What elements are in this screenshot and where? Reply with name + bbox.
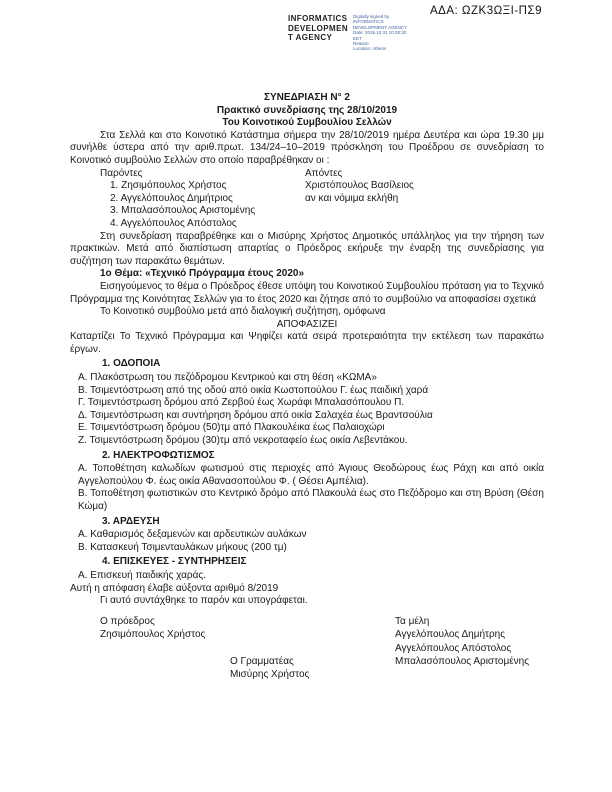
- signature-c2: Μισύρης Χρήστος: [230, 669, 310, 681]
- signature-c2: [230, 628, 395, 641]
- signature-c2: [230, 615, 395, 628]
- doc-col-left: 2. Αγγελόπουλος Δημήτριος: [110, 192, 233, 204]
- signature-row: [70, 642, 544, 655]
- signature-row: [70, 628, 544, 641]
- doc-line: 3. ΑΡΔΕΥΣΗ: [102, 515, 160, 527]
- stamp-agency-line: INFORMATICS: [288, 14, 348, 23]
- doc-line: Β. Τοποθέτηση φωτιστικών στο Κεντρικό δρόμο από Πλακουλά έως στο Πεζόδρομο και στη Βρύση (Θέση Κώμα): [78, 488, 544, 512]
- signature-c1: Ζησιμόπουλος Χρήστος: [100, 629, 206, 641]
- signature-c1: Ο πρόεδρος: [100, 615, 155, 627]
- doc-line: Γι αυτό συντάχθηκε το παρόν και υπογράφεται.: [100, 595, 308, 607]
- signature-c3: Αγγελόπουλος Δημήτρης: [395, 629, 506, 641]
- stamp-sig-line: INFORMATICS: [353, 19, 384, 25]
- signature-c1: [70, 655, 230, 668]
- digital-signature-stamp: [288, 14, 407, 52]
- doc-line: Του Κοινοτικού Συμβουλίου Σελλών: [222, 117, 392, 129]
- doc-line: Α. Τοποθέτηση καλωδίων φωτισμού στις περιοχές από Άγιους Θεοδώρους έως Ράχη και από οικία Αγγελοπούλου Φ. έως οικία Αθανασοπούλου Φ. ( Θέσει Αμπέλια).: [78, 463, 544, 487]
- signature-c2: [230, 642, 395, 655]
- doc-line: Ε. Τσιμεντόστρωση δρόμου (50)τμ από Πλακουλέικα έως Παλαιοχώρι: [78, 422, 385, 434]
- doc-line: Το Κοινοτικό συμβούλιο μετά από διαλογική συζήτηση, ομόφωνα: [100, 306, 386, 318]
- doc-line: 1ο Θέμα: «Τεχνικό Πρόγραμμα έτους 2020»: [100, 268, 304, 280]
- doc-col-right: Απόντες: [305, 167, 343, 179]
- doc-line: [70, 168, 544, 181]
- doc-col-right: Χριστόπουλος Βασίλειος: [305, 180, 414, 192]
- stamp-sig-line: EET: [353, 35, 362, 41]
- stamp-signature-details: [353, 14, 407, 52]
- signature-row: [70, 615, 544, 628]
- doc-col-left: 1. Ζησιμόπουλος Χρήστος: [110, 180, 227, 192]
- doc-line: [70, 180, 544, 193]
- signature-c3: Μπαλασόπουλος Αριστομένης: [395, 655, 530, 667]
- doc-line: 4. ΕΠΙΣΚΕΥΕΣ - ΣΥΝΤΗΡΗΣΕΙΣ: [102, 556, 247, 568]
- signature-c1: [70, 642, 230, 655]
- stamp-sig-line: Date: 2019.10.31 10:28:32: [353, 30, 407, 36]
- stamp-agency-name: [288, 14, 348, 52]
- doc-col-left: 3. Μπαλασόπουλος Αριστομένης: [110, 205, 256, 217]
- doc-col-left: 4. Αγγελόπουλος Απόστολος: [110, 217, 237, 229]
- ada-code: ΑΔΑ: ΩΖΚ3ΩΞΙ-ΠΣ9: [429, 5, 542, 17]
- stamp-sig-line: DEVELOPMENT AGENCY: [353, 24, 407, 30]
- doc-line: Ζ. Τσιμεντόστρωση δρόμου (30)τμ από νεκροταφείο έως οικία Λεβεντάκου.: [78, 435, 408, 447]
- doc-line: [70, 205, 544, 218]
- doc-line: 1. ΟΔΟΠΟΙΑ: [102, 358, 161, 370]
- doc-line: Β. Τσιμεντόστρωση από της οδού από οικία Κωστοπούλου Γ. έως παιδική χαρά: [78, 384, 429, 396]
- stamp-agency-line: T AGENCY: [288, 33, 333, 42]
- signature-c3: Αγγελόπουλος Απόστολος: [395, 642, 512, 654]
- signature-c2: Ο Γραμματέας: [230, 655, 294, 667]
- doc-line: 2. ΗΛΕΚΤΡΟΦΩΤΙΣΜΟΣ: [102, 449, 215, 461]
- stamp-sig-line: Location: Athens: [353, 46, 387, 52]
- doc-line: Δ. Τσιμεντόστρωση και συντήρηση δρόμου από οικία Σαλαχέα έως Βραντσούλια: [78, 409, 433, 421]
- document-body: [70, 92, 544, 608]
- doc-col-right: [305, 205, 544, 218]
- doc-line: Αυτή η απόφαση έλαβε αύξοντα αριθμό 8/2019: [70, 582, 279, 594]
- signature-row: [70, 668, 544, 681]
- doc-line: Α. Πλακόστρωση του πεζόδρομου Κεντρικού και στη θέση «ΚΩΜΑ»: [78, 372, 377, 384]
- doc-col-right: [305, 218, 544, 231]
- signature-c1: [70, 668, 230, 681]
- signature-c3: [395, 668, 544, 681]
- doc-line: ΑΠΟΦΑΣΙΖΕΙ: [276, 318, 338, 330]
- doc-line: Εισηγούμενος το θέμα ο Πρόεδρος έθεσε υπόψη του Κοινοτικού Συμβουλίου πρόταση για το Τεχνικό Πρόγραμμα της Κοινότητας Σελλών για το έτος 2020 και ζήτησε από το συμβούλιο να αποφασίσει σχετικά: [70, 280, 544, 305]
- doc-line: ΣΥΝΕΔΡΙΑΣΗ N° 2: [264, 92, 350, 103]
- doc-line: Στη συνεδρίαση παραβρέθηκε και ο Μισύρης Χρήστος Δημοτικός υπάλληλος για την τήρηση των πρακτικών. Μετά από διαπίστωση απαρτίας ο Πρόεδρος εκήρυξε την έναρξη της συνεδρίασης για συζήτηση των παρακάτω θεμάτων.: [70, 230, 544, 267]
- stamp-agency-line: DEVELOPMEN: [288, 23, 349, 33]
- stamp-sig-line: Reason:: [353, 41, 370, 47]
- doc-line: Α. Επισκευή παιδικής χαράς.: [78, 569, 206, 581]
- document-content: [70, 92, 544, 682]
- stamp-sig-line: Digitally signed by: [353, 14, 390, 19]
- doc-col-left: Παρόντες: [100, 167, 143, 179]
- doc-line: Γ. Τσιμεντόστρωση δρόμου από Ζερβού έως Χωράφι Μπαλασόπουλου Π.: [78, 397, 405, 409]
- doc-line: [70, 218, 544, 231]
- doc-line: Πρακτικό συνεδρίασης της 28/10/2019: [216, 104, 398, 116]
- signature-row: [70, 655, 544, 668]
- doc-col-right: αν και νόμιμα εκλήθη: [305, 192, 399, 204]
- doc-line: Στα Σελλά και στο Κοινοτικό Κατάστημα σήμερα την 28/10/2019 ημέρα Δευτέρα και ώρα 19.30 μμ συνήλθε ύστερα από την αριθ.πρωτ. 134/24–10–2019 πρόσκληση του Προέδρου σε συνεδρίαση το Κοινοτικό συμβούλιο Σελλών στο οποίο παραβρέθηκαν οι :: [70, 129, 544, 166]
- doc-line: Καταρτίζει Το Τεχνικό Πρόγραμμα και Ψηφίζει κατά σειρά προτεραιότητα την εκτέλεση των παρακάτω έργων.: [70, 331, 544, 355]
- doc-line: Α. Καθαρισμός δεξαμενών και αρδευτικών αυλάκων: [78, 529, 307, 541]
- signatures-block: [70, 615, 544, 682]
- signature-c3: Τα μέλη: [395, 615, 430, 627]
- doc-line: [70, 193, 544, 206]
- doc-line: Β. Κατασκευή Τσιμενταυλάκων μήκους (200 τμ): [78, 541, 287, 553]
